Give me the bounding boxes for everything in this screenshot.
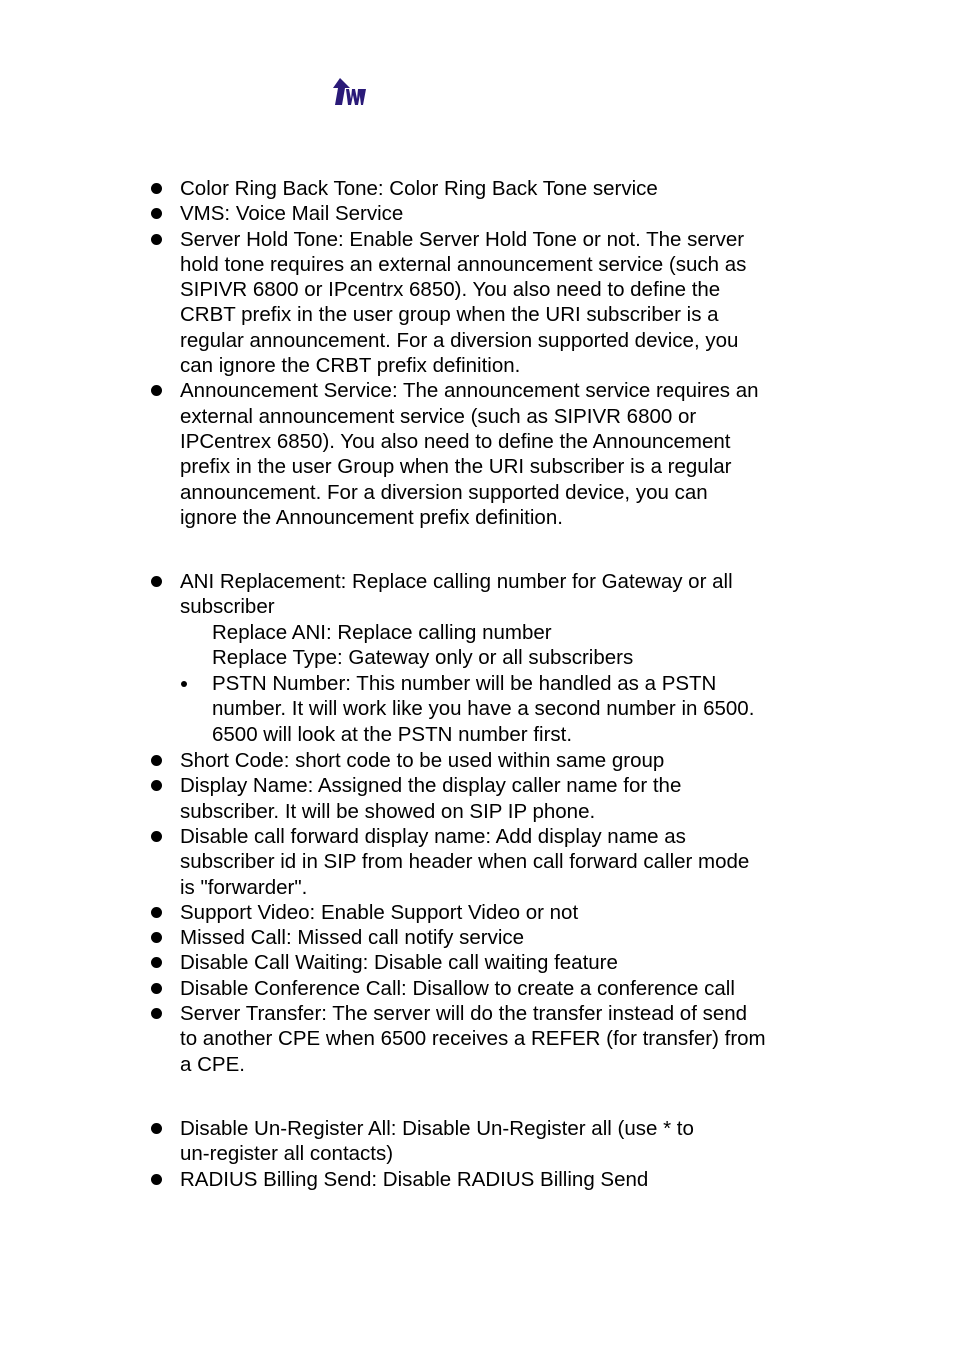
bullet-icon bbox=[151, 831, 162, 842]
list-item-text: Support Video: Enable Support Video or not bbox=[180, 900, 579, 924]
replace-type-text: Replace Type: Gateway only or all subscribers bbox=[212, 645, 634, 669]
list-item bbox=[0, 900, 954, 925]
sub-item bbox=[0, 620, 954, 645]
small-bullet-icon bbox=[181, 681, 187, 687]
bullet-icon bbox=[151, 1174, 162, 1185]
list-item bbox=[0, 773, 954, 824]
list-item bbox=[0, 925, 954, 950]
bullet-icon bbox=[151, 932, 162, 943]
feature-list-2 bbox=[0, 569, 954, 1077]
bullet-icon bbox=[151, 234, 162, 245]
list-item-text: Disable Call Waiting: Disable call waiting feature bbox=[180, 951, 618, 975]
list-item-text: RADIUS Billing Send: Disable RADIUS Billing Send bbox=[180, 1167, 649, 1191]
list-item-text: Announcement Service: The announcement service requires an external announcement service (such as SIPIVR 6800 or IPCentrex 6850). You also need to define the Announcement prefix in the user Group when the URI subscriber is a regular announcement. For a diversion supported device, you can ignore the Announcement prefix definition. bbox=[180, 379, 759, 529]
bullet-icon bbox=[151, 576, 162, 587]
sub-list-item bbox=[0, 671, 954, 747]
list-item-text: Short Code: short code to be used within same group bbox=[180, 749, 665, 773]
list-item bbox=[0, 1167, 954, 1192]
list-item bbox=[0, 748, 954, 773]
list-item bbox=[0, 176, 954, 201]
feature-list-1 bbox=[0, 176, 954, 530]
list-item-text: ANI Replacement: Replace calling number for Gateway or all subscriber bbox=[180, 570, 733, 619]
list-item bbox=[0, 201, 954, 226]
list-item-text: VMS: Voice Mail Service bbox=[180, 202, 404, 226]
list-item-text: Disable call forward display name: Add display name as subscriber id in SIP from header when call forward caller mode is "forwarder". bbox=[180, 824, 750, 899]
bullet-icon bbox=[151, 780, 162, 791]
bullet-icon bbox=[151, 1008, 162, 1019]
list-item bbox=[0, 976, 954, 1001]
list-item bbox=[0, 1001, 954, 1077]
bullet-icon bbox=[151, 208, 162, 219]
list-item-text: Display Name: Assigned the display caller name for the subscriber. It will be showed on SIP IP phone. bbox=[180, 774, 682, 823]
list-item-text: Server Transfer: The server will do the transfer instead of send to another CPE when 6500 receives a REFER (for transfer) from a CPE. bbox=[180, 1002, 766, 1076]
bullet-icon bbox=[151, 1123, 162, 1134]
bullet-icon bbox=[151, 983, 162, 994]
list-item bbox=[0, 569, 954, 620]
sub-item bbox=[0, 645, 954, 670]
replace-ani-text: Replace ANI: Replace calling number bbox=[212, 620, 552, 644]
pstn-number-text: PSTN Number: This number will be handled as a PSTN number. It will work like you have a second number in 6500. 6500 will look at the PSTN number first. bbox=[212, 672, 755, 746]
company-logo-icon bbox=[331, 77, 367, 107]
list-item bbox=[0, 227, 954, 379]
list-item bbox=[0, 950, 954, 975]
list-item bbox=[0, 824, 954, 900]
list-item-text: Disable Conference Call: Disallow to create a conference call bbox=[180, 976, 735, 1000]
list-item-text: Color Ring Back Tone: Color Ring Back Tone service bbox=[180, 177, 658, 200]
list-item bbox=[0, 378, 954, 530]
bullet-icon bbox=[151, 957, 162, 968]
bullet-icon bbox=[151, 385, 162, 396]
feature-list-3 bbox=[0, 1116, 954, 1192]
list-item-text: Server Hold Tone: Enable Server Hold Tone or not. The server hold tone requires an external announcement service (such as SIPIVR 6800 or IPcentrx 6850). You also need to define the CRBT prefix in the user group when the URI subscriber is a regular announcement. For a diversion supported device, you can ignore the CRBT prefix definition. bbox=[180, 227, 747, 378]
bullet-icon bbox=[151, 183, 162, 194]
bullet-icon bbox=[151, 755, 162, 766]
list-item bbox=[0, 1116, 954, 1167]
list-item-text: Disable Un-Register All: Disable Un-Register all (use * to un-register all contacts) bbox=[180, 1117, 694, 1166]
list-item-text: Missed Call: Missed call notify service bbox=[180, 926, 525, 950]
bullet-icon bbox=[151, 907, 162, 918]
